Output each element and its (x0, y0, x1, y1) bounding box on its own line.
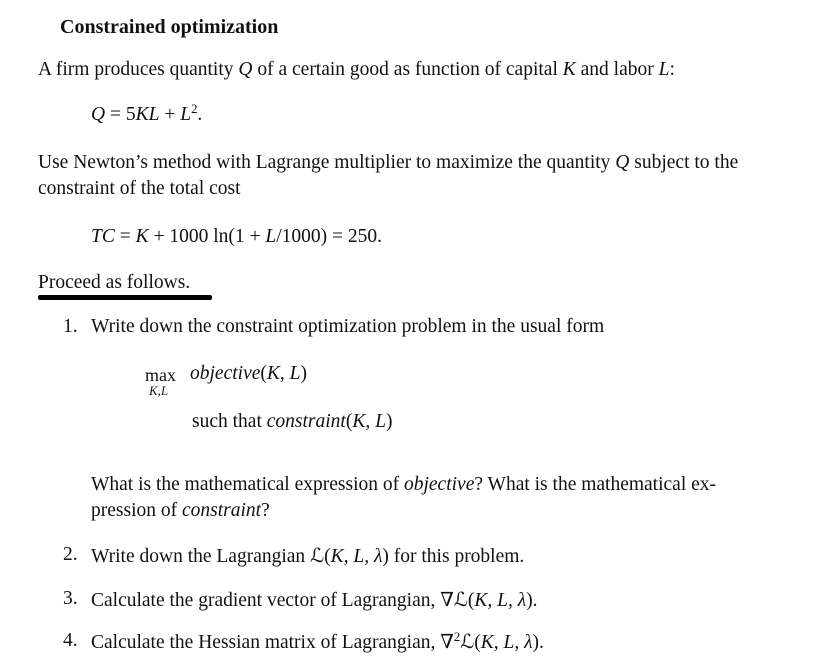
method-paragraph-line2: constraint of the total cost (38, 178, 241, 199)
lagrangian-args: K, L, λ (480, 632, 533, 653)
var-q: Q (238, 59, 253, 80)
item-number: 2. (63, 544, 78, 565)
constraint-args: K, L (352, 411, 386, 432)
item-text: for this problem. (388, 546, 525, 567)
item-number: 4. (63, 630, 78, 651)
question-text: What is the mathematical expression of (91, 474, 404, 495)
question-text: pression of (91, 500, 182, 521)
proceed-text: Proceed as follows. (38, 272, 191, 293)
item-number: 1. (63, 316, 78, 337)
max-subscript: K,L (149, 383, 169, 398)
item-number: 3. (63, 588, 78, 609)
eq-text: + (159, 104, 181, 125)
intro-text: A firm produces quantity (38, 59, 239, 80)
var-l: L (658, 59, 670, 80)
item-4-text (91, 630, 544, 654)
intro-paragraph (38, 59, 675, 81)
objective-args: K, L (266, 363, 301, 384)
item-2-text (91, 544, 524, 568)
paren: ) (382, 546, 389, 567)
production-equation (91, 104, 202, 126)
intro-text: and labor (575, 59, 659, 80)
question-line1 (91, 474, 716, 496)
constraint-word: constraint (266, 411, 346, 432)
eq-kl: KL (135, 104, 160, 125)
constraint-expression (192, 411, 392, 433)
page-title: Constrained optimization (60, 16, 279, 38)
underline-mark (38, 295, 212, 300)
such-that-text: such that (192, 411, 267, 432)
constraint-word: constraint (182, 500, 262, 521)
var-k: K (562, 59, 576, 80)
item-text: Write down the Lagrangian (91, 546, 311, 567)
eq-exponent: 2 (191, 102, 198, 117)
paren: ) (300, 363, 307, 384)
item-1-text: Write down the constraint optimization problem in the usual form (91, 316, 605, 337)
question-line2 (91, 500, 270, 522)
eq-text: = 5 (105, 104, 136, 125)
eq-text: = (114, 226, 136, 247)
eq-text: + 1000 ln(1 + (148, 226, 266, 247)
paren: ). (532, 632, 544, 653)
method-paragraph-line1 (38, 152, 738, 174)
paren: ). (526, 590, 538, 611)
var-q: Q (615, 152, 630, 173)
eq-text: /1000) = 250. (276, 226, 383, 247)
paren: ( (345, 411, 353, 432)
lagrangian-args: K, L, λ (474, 590, 527, 611)
item-text: Calculate the gradient vector of Lagrangian, (91, 590, 441, 611)
eq-l: L (180, 104, 192, 125)
eq-text: . (197, 104, 203, 125)
paren: ) (385, 411, 393, 432)
cost-equation (91, 226, 382, 248)
item-text: Calculate the Hessian matrix of Lagrangian, (91, 632, 441, 653)
objective-word: objective (190, 363, 261, 384)
gradient-symbol: ∇ℒ( (440, 590, 475, 611)
item-3-text (91, 588, 538, 612)
max-operator: max (145, 365, 176, 385)
hessian-exponent: 2 (453, 630, 461, 645)
lagrangian-symbol: ℒ( (310, 546, 331, 567)
objective-expression (190, 363, 307, 385)
paren: ( (260, 363, 267, 384)
eq-tc: TC (91, 226, 115, 247)
intro-text: : (669, 59, 675, 80)
question-text: ? What is the mathematical ex- (474, 474, 717, 495)
intro-text: of a certain good as function of capital (252, 59, 563, 80)
eq-lhs: Q (91, 104, 106, 125)
lagrangian-args: K, L, λ (330, 546, 383, 567)
question-text: ? (261, 500, 270, 521)
nabla-symbol: ∇ (440, 632, 454, 653)
objective-word: objective (403, 474, 475, 495)
para-text: Use Newton’s method with Lagrange multiplier to maximize the quantity (38, 152, 616, 173)
lagrangian-symbol: ℒ( (460, 632, 481, 653)
para-text: subject to the (629, 152, 739, 173)
eq-k: K (135, 226, 149, 247)
eq-l: L (265, 226, 277, 247)
